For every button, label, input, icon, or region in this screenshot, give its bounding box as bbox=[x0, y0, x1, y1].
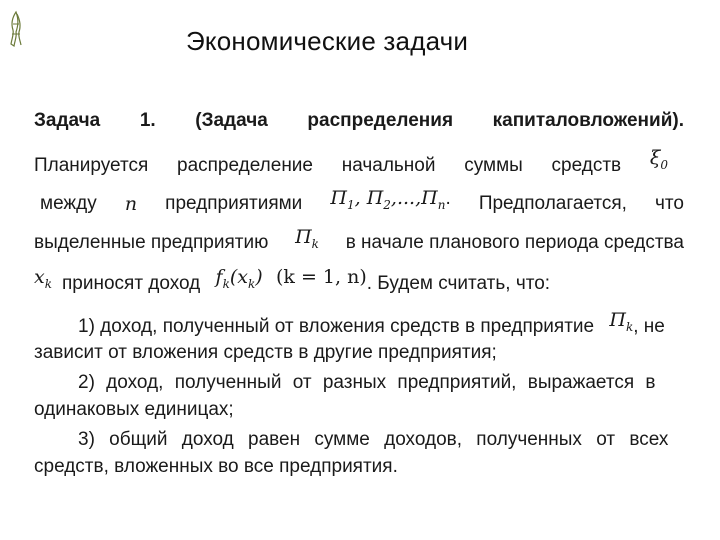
text-segment: , не bbox=[633, 316, 665, 337]
condition-2-line-1 bbox=[34, 372, 684, 394]
text-segment: 3) общий доход равен сумме доходов, полученных от всех bbox=[78, 429, 669, 450]
condition-3-line-2: средств, вложенных во все предприятия. bbox=[34, 456, 398, 477]
c1-pk-formula: $П_k$ bbox=[609, 309, 634, 334]
xi0-formula: $\xi_0$ bbox=[649, 147, 668, 172]
heading-w1: (Задача bbox=[195, 110, 268, 131]
page-title: Экономические задачи bbox=[186, 26, 469, 56]
condition-3-line-1 bbox=[34, 429, 684, 451]
word: что bbox=[655, 193, 684, 214]
word: начальной bbox=[341, 155, 436, 176]
enterprises-formula: $П_1$, $П_2,...,П_n$. bbox=[330, 187, 451, 212]
fk-formula: $f_k(x_k)$ bbox=[215, 266, 263, 291]
heading-w3: капиталовложений). bbox=[492, 110, 684, 131]
word: Предполагается, bbox=[478, 193, 627, 214]
word: предприятиями bbox=[165, 193, 303, 214]
heading-number: 1. bbox=[139, 110, 156, 131]
task-heading bbox=[34, 110, 684, 132]
condition-1-line-2: зависит от вложения средств в другие предприятия; bbox=[34, 342, 497, 363]
text-segment: 2) доход, полученный от разных предприятий, выражается в bbox=[78, 372, 656, 393]
word: суммы bbox=[464, 155, 523, 176]
text-segment: приносят доход bbox=[62, 273, 201, 294]
heading-w2: распределения bbox=[307, 110, 454, 131]
heading-task: Задача bbox=[34, 110, 101, 131]
pk-formula: $П_k$ bbox=[295, 226, 319, 251]
k-range-formula: (k = 1, n) bbox=[276, 266, 367, 288]
text-segment: 1) доход, полученный от вложения средств в предприятие bbox=[78, 316, 595, 337]
condition-2-line-2: одинаковых единицах; bbox=[34, 399, 234, 420]
text-segment: выделенные предприятию bbox=[34, 232, 269, 253]
text-segment: . Будем считать, что: bbox=[366, 273, 551, 294]
word: между bbox=[40, 193, 97, 214]
text-line-1 bbox=[34, 147, 668, 177]
text-line-4 bbox=[34, 266, 684, 297]
condition-1-line-1 bbox=[34, 309, 684, 340]
word: Планируется bbox=[34, 155, 149, 176]
text-line-2 bbox=[40, 187, 684, 215]
n-variable: n bbox=[124, 193, 138, 215]
word: распределение bbox=[177, 155, 313, 176]
text-line-3 bbox=[34, 226, 684, 254]
word: средств bbox=[551, 155, 622, 176]
logo-icon bbox=[8, 10, 24, 48]
text-segment: в начале планового периода средства bbox=[345, 232, 684, 253]
xk-formula: $x_k$ bbox=[34, 266, 52, 291]
